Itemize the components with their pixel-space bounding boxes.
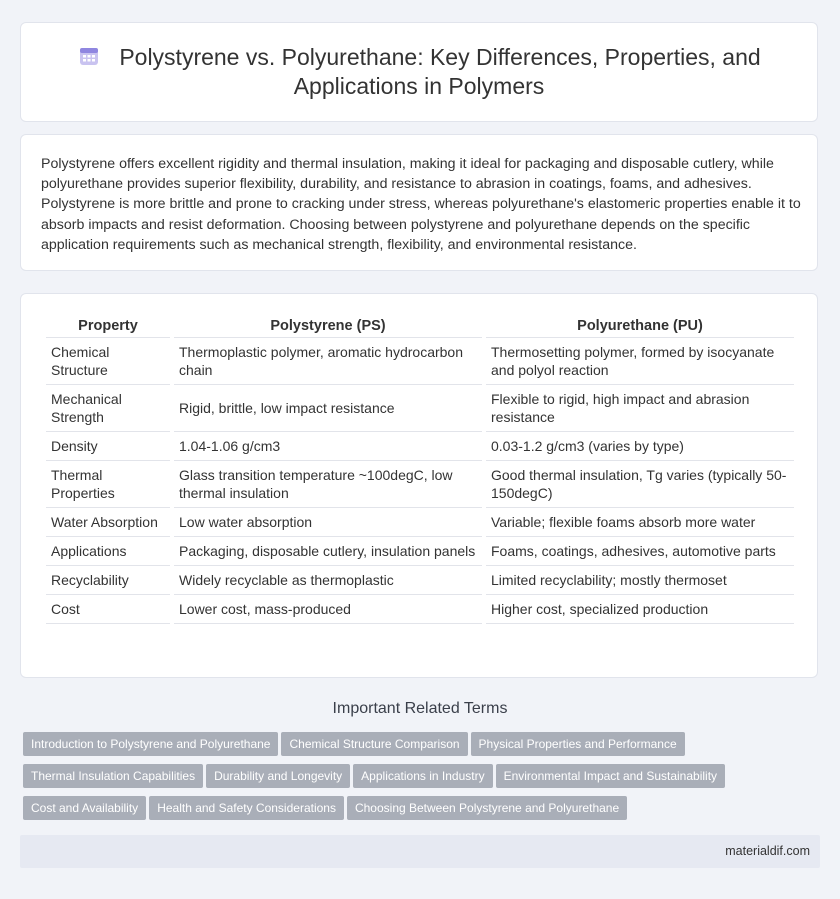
table-cell: Chemical Structure [46, 338, 170, 385]
table-cell: Applications [46, 537, 170, 566]
related-term-tag[interactable]: Cost and Availability [23, 796, 146, 820]
table-cell: Recyclability [46, 566, 170, 595]
related-term-tag[interactable]: Applications in Industry [353, 764, 492, 788]
column-header: Polystyrene (PS) [174, 315, 482, 338]
table-cell: Density [46, 432, 170, 461]
table-row [46, 508, 794, 537]
intro-paragraph: Polystyrene offers excellent rigidity and thermal insulation, making it ideal for packaging and disposable cutlery, while polyurethane provides superior flexibility, durability, and resistance to abrasion in coatings, foams, and adhesives. Polystyrene is more brittle and prone to cracking under stress, whereas polyurethane's elastomeric properties enable it to absorb impacts and resist deformation. Choosing between polystyrene and polyurethane depends on the specific application requirements such as mechanical strength, flexibility, and environmental resistance. [41, 156, 801, 253]
column-header: Polyurethane (PU) [486, 315, 794, 338]
related-term-tag[interactable]: Health and Safety Considerations [149, 796, 344, 820]
table-cell: Thermoplastic polymer, aromatic hydrocarbon chain [174, 338, 482, 385]
table-cell: Good thermal insulation, Tg varies (typically 50-150degC) [486, 461, 794, 508]
table-cell: Thermal Properties [46, 461, 170, 508]
related-term-tag[interactable]: Introduction to Polystyrene and Polyurethane [23, 732, 278, 756]
table-cell: Foams, coatings, adhesives, automotive parts [486, 537, 794, 566]
related-term-tag[interactable]: Environmental Impact and Sustainability [496, 764, 725, 788]
related-term-tag[interactable]: Choosing Between Polystyrene and Polyurethane [347, 796, 627, 820]
table-row [46, 595, 794, 624]
table-cell: Rigid, brittle, low impact resistance [174, 385, 482, 432]
table-cell: Flexible to rigid, high impact and abrasion resistance [486, 385, 794, 432]
table-cell: Cost [46, 595, 170, 624]
table-cell: 0.03-1.2 g/cm3 (varies by type) [486, 432, 794, 461]
table-row [46, 566, 794, 595]
related-term-tag[interactable]: Chemical Structure Comparison [281, 732, 467, 756]
table-cell: Widely recyclable as thermoplastic [174, 566, 482, 595]
column-header: Property [46, 315, 170, 338]
related-terms-heading: Important Related Terms [332, 700, 508, 717]
comparison-table [42, 315, 798, 624]
table-cell: Thermosetting polymer, formed by isocyanate and polyol reaction [486, 338, 794, 385]
table-cell: Variable; flexible foams absorb more water [486, 508, 794, 537]
table-cell: Mechanical Strength [46, 385, 170, 432]
comparison-table-card [20, 293, 818, 678]
table-cell: Glass transition temperature ~100degC, low thermal insulation [174, 461, 482, 508]
header-card [20, 22, 818, 122]
related-term-tag[interactable]: Durability and Longevity [206, 764, 350, 788]
intro-card [20, 134, 818, 271]
related-term-tag[interactable]: Physical Properties and Performance [471, 732, 685, 756]
table-row [46, 385, 794, 432]
table-header-row [46, 315, 794, 338]
table-row [46, 461, 794, 508]
table-cell: Lower cost, mass-produced [174, 595, 482, 624]
table-cell: Higher cost, specialized production [486, 595, 794, 624]
related-terms-list [23, 732, 823, 828]
footer-site-link[interactable]: materialdif.com [725, 844, 810, 858]
table-row [46, 338, 794, 385]
table-row [46, 537, 794, 566]
table-cell: 1.04-1.06 g/cm3 [174, 432, 482, 461]
table-cell: Water Absorption [46, 508, 170, 537]
table-cell: Low water absorption [174, 508, 482, 537]
related-term-tag[interactable]: Thermal Insulation Capabilities [23, 764, 203, 788]
document-icon [77, 44, 101, 68]
table-cell: Packaging, disposable cutlery, insulation panels [174, 537, 482, 566]
page-title: Polystyrene vs. Polyurethane: Key Differences, Properties, and Applications in Polymers [119, 44, 761, 99]
table-cell: Limited recyclability; mostly thermoset [486, 566, 794, 595]
table-row [46, 432, 794, 461]
footer-bar [20, 835, 820, 868]
page-title-block [21, 43, 817, 101]
